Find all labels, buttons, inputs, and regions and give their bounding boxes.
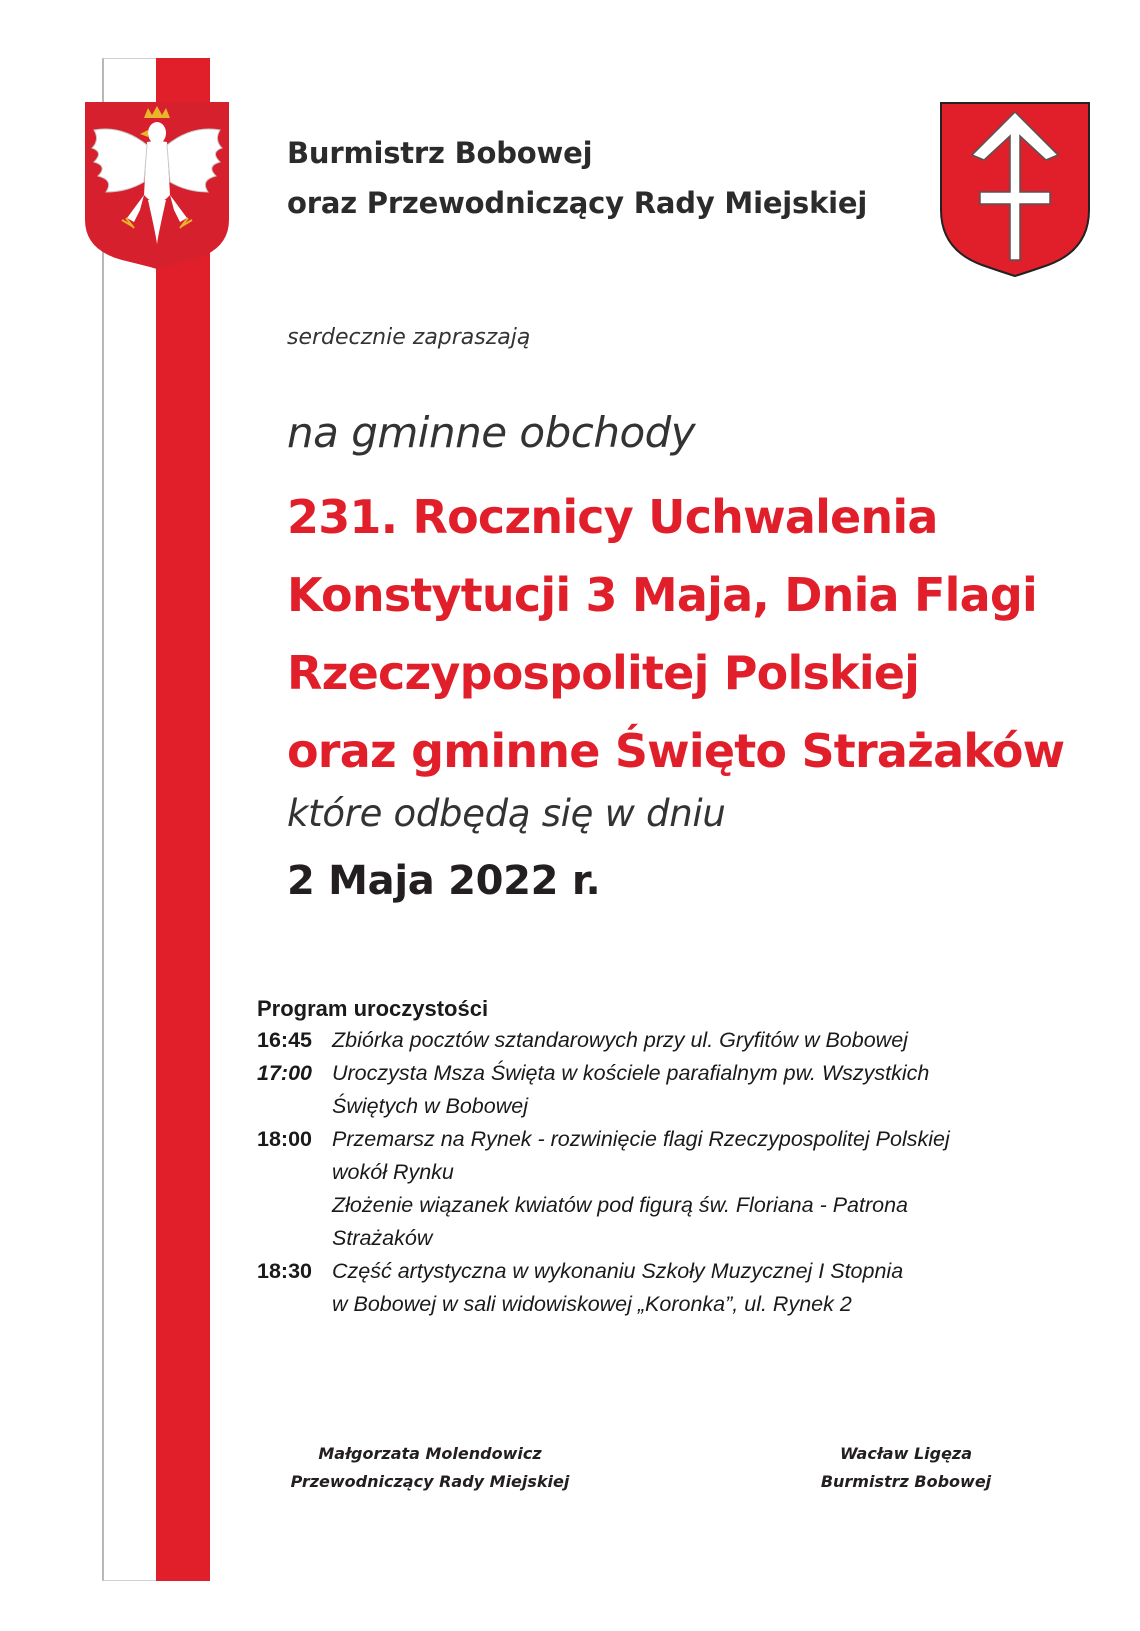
signature-role: Przewodniczący Rady Miejskiej [290,1472,570,1491]
program-item [257,1024,1052,1057]
program-line: Świętych w Bobowej [332,1094,528,1118]
program-time: 18:00 [257,1127,312,1151]
program-description [332,1024,1052,1057]
event-title [287,478,1107,790]
bobowa-coat-of-arms-icon [938,100,1092,278]
intro-text: na gminne obchody [287,408,696,457]
title-line: oraz gminne Święto Strażaków [287,724,1065,778]
program-time: 16:45 [257,1028,312,1052]
program-item [257,1057,1052,1123]
header-line-2: oraz Przewodniczący Rady Miejskiej [287,186,868,220]
invite-text: serdecznie zapraszają [287,325,531,350]
flag-white-stripe [102,58,156,1581]
date-intro-text: które odbędą się w dniu [287,792,726,835]
title-line: Konstytucji 3 Maja, Dnia Flagi [287,568,1037,622]
polish-eagle-emblem-icon [82,100,232,270]
program-line: Przemarsz na Rynek - rozwinięcie flagi Rzeczypospolitej Polskiej [332,1127,950,1151]
program-description [332,1057,1052,1123]
event-date: 2 Maja 2022 r. [287,858,601,904]
title-line: Rzeczypospolitej Polskiej [287,646,920,700]
signature-role: Burmistrz Bobowej [820,1472,992,1491]
program-line: w Bobowej w sali widowiskowej „Koronka”, ul. Rynek 2 [332,1292,852,1316]
program-line: Uroczysta Msza Święta w kościele parafialnym pw. Wszystkich [332,1061,930,1085]
program-description [332,1255,1052,1321]
program-item [257,1123,1052,1255]
program-description [332,1123,1052,1255]
header-line-1: Burmistrz Bobowej [287,136,593,170]
program-line: wokół Rynku [332,1160,454,1184]
signature-name: Wacław Ligęza [839,1444,973,1463]
flag-red-stripe [156,58,210,1581]
signature-name: Małgorzata Molendowicz [318,1444,542,1463]
signature-left [290,1440,570,1496]
program-line: Strażaków [332,1226,433,1250]
program-item [257,1255,1052,1321]
program-heading: Program uroczystości [257,996,489,1021]
program-line: Złożenie wiązanek kwiatów pod figurą św. Floriana - Patrona [332,1193,909,1217]
organizers-header [287,128,867,228]
program-time: 17:00 [257,1061,312,1085]
program-list [257,1024,1052,1321]
program-line: Część artystyczna w wykonaniu Szkoły Muzycznej I Stopnia [332,1259,904,1283]
title-line: 231. Rocznicy Uchwalenia [287,490,938,544]
program-time: 18:30 [257,1259,312,1283]
signature-right [806,1440,1006,1496]
program-line: Zbiórka pocztów sztandarowych przy ul. Gryfitów w Bobowej [332,1028,908,1052]
